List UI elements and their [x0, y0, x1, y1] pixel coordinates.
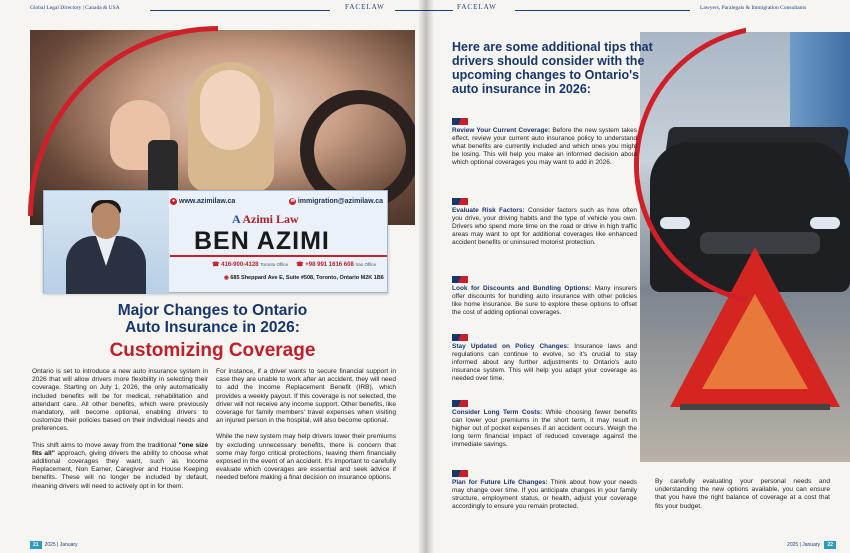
header-tagline: Lawyers, Paralegals & Immigration Consultants	[700, 5, 807, 11]
card-address	[224, 275, 384, 281]
article-column-2	[216, 368, 396, 491]
running-header-left	[0, 0, 425, 16]
page-number: 22	[824, 541, 836, 549]
flag-bullet-icon	[452, 118, 468, 125]
flag-bullet-icon	[452, 470, 468, 477]
paragraph: This shift aims to move away from the traditional "one size fits all" approach, giving drivers the ability to choose what additional coverages they want, such as Income Replacement, Non Earner, Caregiver and House Keeping benefits. These will no longer be included by default, meaning drivers will need to actively opt in for them.	[32, 441, 208, 490]
header-directory-text: Global Legal Directory | Canada & USA	[30, 5, 120, 11]
card-divider	[170, 255, 387, 257]
tip-text: Many insurers offer discounts for bundling auto insurance with other policies like home insurance. Be sure to explore these options to offset the cost of adding optional coverages.	[452, 285, 638, 316]
phone-iran-label: Iran Office	[355, 262, 377, 267]
page-number: 21	[30, 541, 42, 549]
lawyer-name: BEN AZIMI	[194, 227, 330, 255]
logo-mark: A	[232, 212, 241, 226]
issue-date: 2025 | January	[787, 542, 821, 548]
tip-text: Insurance laws and regulations can continue to evolve, so it's crucial to stay informed about any further adjustments to Ontario's auto insurance system. This will help you adapt your coverage as needed over time.	[452, 343, 637, 382]
flag-bullet-icon	[452, 276, 468, 283]
logo-text: Azimi Law	[242, 212, 299, 226]
header-brand-right: FACELAW	[457, 3, 497, 11]
tip-heading: Evaluate Risk Factors:	[452, 207, 525, 214]
tip-item	[452, 198, 637, 247]
header-rule	[150, 10, 330, 11]
tip-text: While choosing fewer benefits can lower your premiums in the short term, it may result in higher out of pocket expenses if an accident occurs. Weigh the long term financial impact of reduced coverage against the immediate savings.	[452, 409, 638, 448]
paragraph: For instance, if a driver wants to secure financial support in case they are unable to work after an accident, they will need to add the Income Replacement Benefit (IRB), which provides a weekly payout. If this coverage is not selected, the driver will not receive any income support. Other benefits, like coverage for family members' travel expenses when visiting an injured person in the hospital, will also become optional.	[216, 368, 396, 425]
tip-text: Consider factors such as how often you drive, your driving habits and the type of vehicle you own. Drivers who spend more time on the road or drive in high traffic areas may want to opt for additional coverages like enhanced accident benefits or uninsured motorist protection.	[452, 207, 637, 246]
headline-line-2: Auto Insurance in 2026:	[125, 319, 300, 336]
page-gutter	[418, 0, 434, 553]
paragraph: While the new system may help drivers lower their premiums by excluding unnecessary benefits, there is concern that some may forgo critical protections, leaving them financially exposed in the event of an accident. It's important to carefully evaluate which coverages are essential and seek advice if needed before making a final decision on insurance options.	[216, 433, 396, 482]
phone-toronto-number[interactable]: 416-900-4128	[221, 262, 259, 268]
headline-line-1: Major Changes to Ontario	[117, 302, 308, 319]
tip-item	[452, 470, 637, 511]
address-text: 685 Sheppard Ave E, Suite #508, Toronto, Ontario M2K 1B6	[230, 275, 384, 281]
headlight-shape	[810, 217, 840, 229]
card-phone-row	[212, 261, 376, 268]
tip-item	[452, 334, 637, 383]
email-item[interactable]	[289, 195, 383, 207]
location-pin-icon: ◉	[224, 275, 231, 281]
tip-heading: Plan for Future Life Changes:	[452, 479, 548, 486]
tip-heading: Consider Long Term Costs:	[452, 409, 543, 416]
header-brand-left: FACELAW	[345, 3, 385, 11]
footer-left	[30, 541, 78, 549]
article-headline	[0, 302, 425, 336]
tips-title: Here are some additional tips that drivers should consider with the upcoming changes to Ontario's auto insurance in 2026:	[452, 40, 653, 96]
tip-item	[452, 276, 637, 317]
tip-heading: Look for Discounts and Bundling Options:	[452, 285, 592, 292]
card-contact-row	[170, 195, 383, 207]
phone-icon: ☎	[296, 262, 306, 268]
website-item[interactable]	[170, 195, 235, 207]
tip-item	[452, 118, 637, 167]
phone-icon: ☎	[212, 262, 222, 268]
tip-heading: Review Your Current Coverage:	[452, 127, 551, 134]
tip-heading: Stay Updated on Policy Changes:	[452, 343, 570, 350]
tip-item	[452, 400, 637, 449]
running-header-right	[425, 0, 850, 16]
footer-right	[787, 541, 836, 549]
tip-text: Think about how your needs may change over time. If you anticipate changes in your family structure, employment status, or health, adjust your coverage accordingly to ensure you remain protected.	[452, 479, 637, 510]
email-link[interactable]: immigration@azimilaw.ca	[297, 197, 383, 205]
lawyer-portrait	[44, 191, 169, 294]
header-rule	[515, 10, 690, 11]
flag-bullet-icon	[452, 400, 468, 407]
phone-iran[interactable]	[296, 261, 376, 268]
website-link[interactable]: www.azimilaw.ca	[179, 197, 236, 205]
phone-iran-number[interactable]: +98 991 1616 608	[305, 262, 354, 268]
article-subhead: Customizing Coverage	[109, 340, 316, 361]
article-column-1	[32, 368, 208, 499]
flag-bullet-icon	[452, 198, 468, 205]
triangle-stand	[680, 404, 830, 410]
phone-toronto[interactable]	[212, 261, 288, 268]
tip-text: Before the new system takes effect, review your current auto insurance policy to understand what benefits are currently included and which ones you might be losing. This will help you make an informed decision about which optional coverages you may want to add in 2026.	[452, 127, 637, 166]
phone-toronto-label: Toronto Office	[260, 262, 289, 267]
paragraph: Ontario is set to introduce a new auto insurance system in 2026 that will allow drivers more flexibility in selecting their coverage. Starting on July 1, 2026, the only automatically included benefits will be for medical, rehabilitation and attendant care. All other benefits, which were previously mandatory, will become optional, enabling drivers to customize their policies based on their individual needs and preferences.	[32, 368, 208, 433]
globe-icon: ●	[171, 197, 176, 204]
mail-icon: ✉	[290, 197, 295, 204]
closing-paragraph: By carefully evaluating your personal needs and understanding the new options available, you can ensure that you have the right balance of coverage at a cost that fits your budget.	[655, 478, 830, 510]
issue-date: 2025 | January	[44, 542, 78, 548]
lawyer-business-card	[43, 190, 388, 293]
flag-bullet-icon	[452, 334, 468, 341]
azimi-law-logo	[232, 212, 299, 227]
